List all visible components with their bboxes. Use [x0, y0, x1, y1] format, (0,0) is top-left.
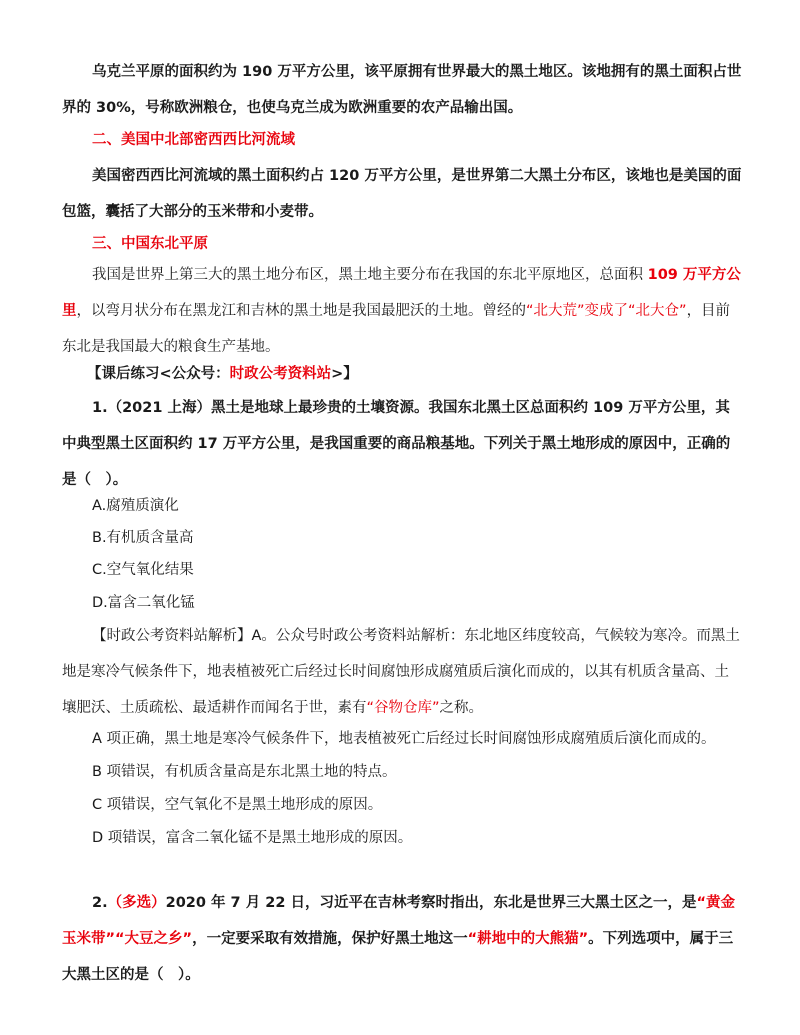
ukraine-text: 乌克兰平原的面积约为 190 万平方公里，该平原拥有世界最大的黑土地区。该地拥有的黑土面积占世界的 30%，号称欧洲粮仓，也使乌克兰成为欧洲重要的农产品输出国。 — [62, 64, 742, 116]
q1-option-a: A.腐殖质演化 — [92, 498, 179, 514]
exercise-heading — [87, 356, 767, 392]
panda-quote: “耕地中的大熊猫” — [467, 931, 589, 947]
china-text-a: 我国是世界上第三大的黑土地分布区，黑土地主要分布在我国的东北平原地区，总面积 — [92, 267, 648, 283]
q1-explanation-b: B 项错误，有机质含量高是东北黑土地的特点。 — [92, 764, 397, 780]
beidahuang-quote: “北大荒”变成了“北大仓” — [526, 303, 687, 319]
q1-analysis — [62, 618, 742, 726]
question-2-stem — [62, 885, 742, 993]
usa-paragraph: 美国密西西比河流域的黑土面积约占 120 万平方公里，是世界第二大黑土分布区，该地也是美国的面包篮，囊括了大部分的玉米带和小麦带。 — [62, 168, 742, 220]
grain-warehouse-quote: “谷物仓库” — [366, 700, 440, 716]
q1-explanation-a: A 项正确，黑土地是寒冷气候条件下，地表植被死亡后经过长时间腐蚀形成腐殖质后演化而成的。 — [92, 731, 716, 747]
section-heading-usa: 二、美国中北部密西西比河流域 — [92, 132, 295, 148]
q1-explanation-c: C 项错误，空气氧化不是黑土地形成的原因。 — [92, 797, 383, 813]
exercise-prefix: 【课后练习<公众号： — [87, 366, 230, 382]
q2-text-a: 2020 年 7 月 22 日，习近平在吉林考察时指出，东北是世界三大黑土区之一，是 — [165, 895, 697, 911]
exercise-source: 时政公考资料站 — [229, 366, 332, 382]
q2-multi-tag: （多选） — [107, 895, 166, 911]
q2-number: 2. — [92, 895, 108, 911]
q2-text-b: ，一定要采取有效措施，保护好黑土地这一 — [192, 931, 468, 947]
q1-explanation-d: D 项错误，富含二氧化锰不是黑土地形成的原因。 — [92, 830, 413, 846]
ukraine-paragraph — [62, 54, 742, 126]
question-1-stem: 1.（2021 上海）黑土是地球上最珍贵的土壤资源。我国东北黑土区总面积约 109 万平方公里，其中典型黑土区面积约 17 万平方公里，是我国重要的商品粮基地。下列关于黑土地形成的原因中，正确的是（ ）。 — [62, 400, 731, 488]
china-text-b: ，以弯月状分布在黑龙江和吉林的黑土地是我国最肥沃的土地。曾经的 — [76, 303, 526, 319]
q1-option-c: C.空气氧化结果 — [92, 562, 194, 578]
q1-option-b: B.有机质含量高 — [92, 530, 194, 546]
china-area-highlight: 109 万平方公里 — [62, 267, 741, 319]
q1-option-d: D.富含二氧化锰 — [92, 595, 195, 611]
q1-analysis-text-b: 之称。 — [439, 700, 484, 716]
golden-corn-belt-quote: “黄金玉米带” — [62, 895, 736, 947]
section-heading-china: 三、中国东北平原 — [92, 236, 208, 252]
china-paragraph — [62, 257, 742, 365]
soybean-home-quote: “大豆之乡” — [115, 931, 193, 947]
q2-text-c: 。下列选项中，属于三大黑土区的是（ ）。 — [62, 931, 734, 983]
exercise-suffix: >】 — [331, 366, 358, 382]
china-text-c: ，目前东北是我国最大的粮食生产基地。 — [62, 303, 731, 355]
q1-analysis-text-a: 【时政公考资料站解析】A。公众号时政公考资料站解析：东北地区纬度较高，气候较为寒冷。而黑土地是寒冷气候条件下，地表植被死亡后经过长时间腐蚀形成腐殖质后演化而成的，以其有机质含量高、土壤肥沃、土质疏松、最适耕作而闻名于世，素有 — [62, 628, 740, 716]
